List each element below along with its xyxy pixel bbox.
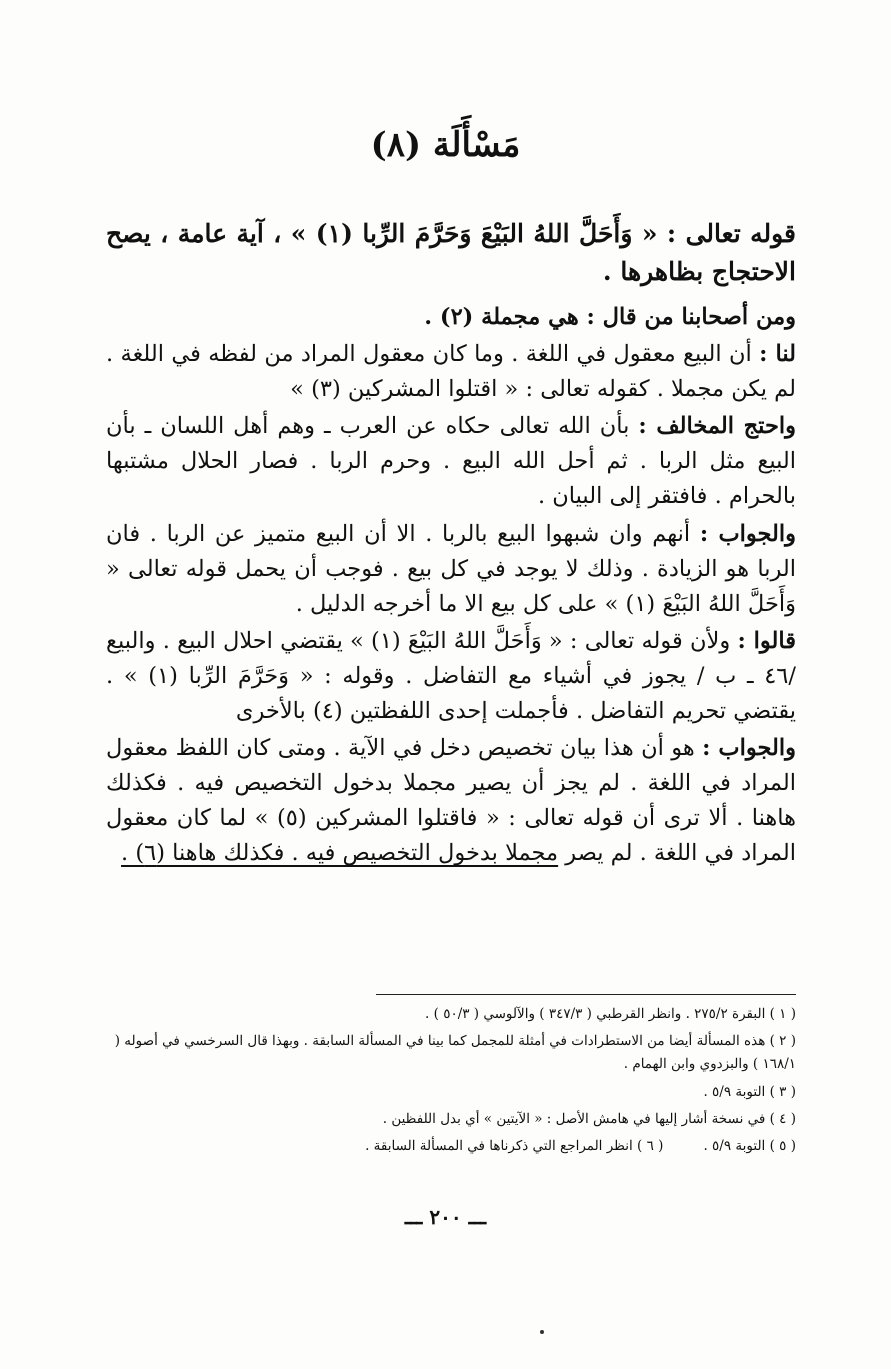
scan-speck: [540, 1330, 544, 1334]
paragraph-our-argument-text: أن البيع معقول في اللغة . وما كان معقول المراد من لفظه في اللغة . لم يكن مجملا . كقوله تعالى : « اقتلوا المشركين (٣) »: [106, 341, 796, 403]
footnote-5: ( ٥ ) التوبة ٥/٩ .: [703, 1138, 796, 1155]
paragraph-answer-1: [106, 517, 796, 622]
paragraph-answer-2-tail: مجملا بدخول التخصيص فيه . فكذلك هاهنا (٦) .: [121, 840, 559, 867]
issue-title: مَسْأَلَة (٨): [370, 125, 521, 165]
lead-paragraph: قوله تعالى : « وَأَحَلَّ اللهُ البَيْعَ وَحَرَّمَ الرِّبا (١) » ، آية عامة ، يصح الاحتجاج بظاهرها .: [106, 219, 796, 286]
keyword-they-said: قالوا :: [737, 627, 796, 654]
footnote-1: ( ١ ) البقرة ٢٧٥/٢ . وانظر القرطبي ( ٣٤٧/٣ ) والآلوسي ( ٥٠/٣ ) .: [425, 1006, 796, 1022]
keyword-answer-1: والجواب :: [699, 520, 796, 547]
footnote-divider: [376, 994, 796, 995]
paragraph-our-argument: [106, 337, 796, 407]
paragraph-they-said-text: ولأن قوله تعالى : « وَأَحَلَّ اللهُ البَيْعَ (١) » يقتضي احلال البيع . والبيع /٤٦ ـ ب / يجوز في أشياء مع التفاضل . وقوله : « وَحَرَّمَ الرِّبا (١) » . يقتضي تحريم التفاضل . فأجملت إحدى اللفظتين (٤) بالأخرى: [106, 627, 796, 725]
footnote-6: ( ٦ ) انظر المراجع التي ذكرناها في المسألة السابقة .: [365, 1138, 664, 1155]
paragraph-opponents: [106, 300, 796, 335]
keyword-answer-2: والجواب :: [702, 735, 796, 762]
paragraph-they-said: [106, 624, 796, 729]
footnote-3: ( ٣ ) التوبة ٥/٩ .: [703, 1083, 796, 1100]
footnote-4: ( ٤ ) في نسخة أشار إليها في هامش الأصل : « الآيتين » أي بدل اللفظين .: [382, 1110, 796, 1127]
footnote-2: ( ٢ ) هذه المسألة أيضا من الاستطرادات في أمثلة للمجمل كما بينا في المسألة السابقة . وبهذا قال السرخسي في أصوله ( ١٦٨/١ ) والبزدوي وابن الهمام .: [114, 1033, 796, 1073]
page-number: ـــ ٢٠٠ ـــ: [404, 1205, 487, 1229]
paragraph-answer-2-text: هو أن هذا بيان تخصيص دخل في الآية . ومتى كان اللفظ معقول المراد في اللغة . لم يجز أن يصير مجملا بدخول التخصيص فيه . فكذلك هاهنا . ألا ترى أن قوله تعالى : « فاقتلوا المشركين (٥) » لما كان معقول المراد في اللغة . لم يصر: [106, 735, 796, 867]
main-text: [106, 215, 796, 874]
paragraph-answer-1-text: أنهم وان شبهوا البيع بالربا . الا أن البيع متميز عن الربا . فان الربا هو الزيادة . وذلك لا يوجد في كل بيع . فوجب أن يحمل قوله تعالى « وَأَحَلَّ اللهُ البَيْعَ (١) » على كل بيع الا ما أخرجه الدليل .: [106, 520, 796, 617]
paragraph-opponent-argument: [106, 409, 796, 514]
paragraph-opponents-text: ومن أصحابنا من قال : هي مجملة (٢) .: [424, 304, 796, 330]
footnotes: [106, 1003, 796, 1158]
paragraph-opponent-argument-text: بأن الله تعالى حكاه عن العرب ـ وهم أهل اللسان ـ بأن البيع مثل الربا . ثم أحل الله البيع . وحرم الربا . فصار الحلال مشتبها بالحرام . فافتقر إلى البيان .: [106, 413, 796, 510]
footnote-row: [106, 1135, 796, 1158]
keyword-opponent: واحتج المخالف :: [638, 413, 796, 440]
keyword-lana: لنا :: [759, 341, 796, 368]
paragraph-answer-2: [106, 731, 796, 871]
